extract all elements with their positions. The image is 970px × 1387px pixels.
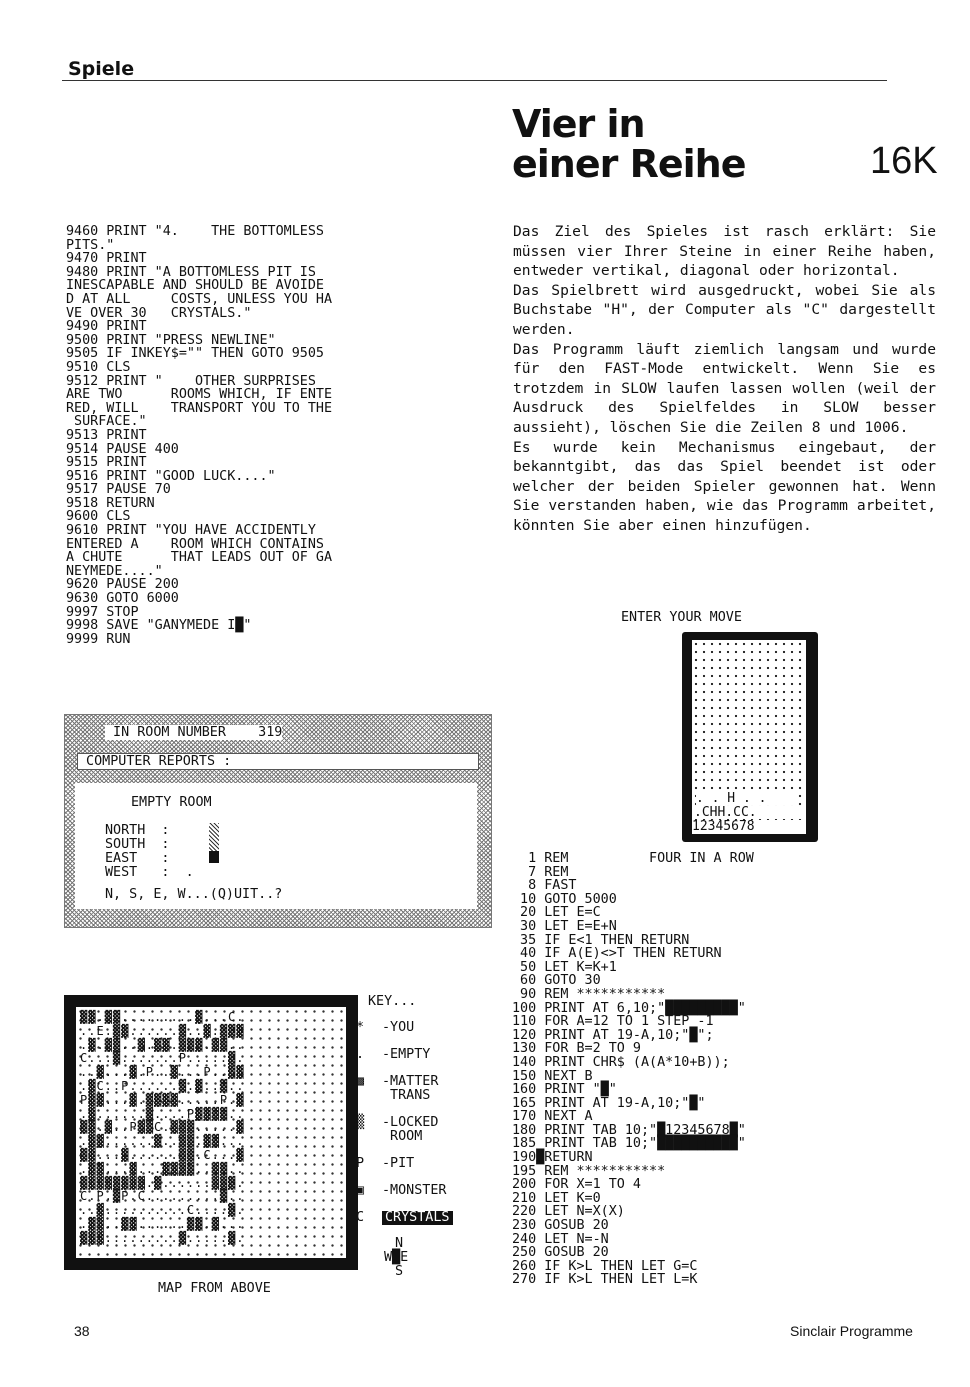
exit-east: EAST : (105, 851, 170, 866)
exit-north: NORTH : (105, 823, 170, 838)
legend-symbol: C (356, 1210, 365, 1225)
legend-title: KEY... (368, 994, 417, 1009)
publication-name: Sinclair Programme (790, 1323, 913, 1339)
exit-west: WEST : . (105, 865, 194, 880)
body-paragraph: Es wurde kein Mechanismus eingebaut, der bekanntgibt, das das Spiel beendet ist oder welcher der beiden Spieler gewonnen hat. Wenn Sie verstanden haben, wie das Programm arbeitet, könnten Sie aber einen hinzufügen. (513, 438, 936, 534)
room-header-bar (75, 725, 479, 741)
legend-label: -EMPTY (382, 1047, 431, 1062)
dungeon-map-grid (76, 1007, 346, 1258)
exit-south: SOUTH : (105, 837, 170, 852)
article-title (512, 104, 745, 184)
board-row-h: . . H . . (696, 792, 796, 805)
direction-prompt: N, S, E, W...(Q)UIT..? (105, 887, 283, 902)
compass-south: S (395, 1264, 404, 1279)
section-label: Spiele (68, 58, 135, 80)
title-line-2: einer Reihe (512, 142, 746, 186)
compass-west-east: W█E (384, 1250, 409, 1265)
map-caption: MAP FROM ABOVE (158, 1281, 271, 1296)
game-board-screen (682, 632, 818, 842)
board-row-chh: .CHH.CC. (694, 806, 804, 819)
page-number: 38 (74, 1323, 90, 1339)
compass-north: N (395, 1236, 404, 1251)
legend-label: -PIT (382, 1156, 415, 1171)
article-body (513, 222, 936, 536)
title-line-1: Vier in (512, 102, 645, 146)
room-number-line: IN ROOM NUMBER 319 (105, 725, 283, 740)
body-paragraph: Das Programm läuft ziemlich langsam und wurde für den FAST-Mode entwickelt. Wenn Sie es trotzdem in SLOW laufen lassen wollen (weil der Ausdruck des Spielfeldes in SLOW besser aussieht), löschen Sie die Zeilen 8 und 1006. (513, 340, 936, 436)
computer-reports-line: COMPUTER REPORTS : (77, 753, 479, 770)
legend-symbol: * (356, 1020, 365, 1035)
room-report-panel (75, 783, 477, 909)
legend-symbol: . (356, 1047, 365, 1062)
game-prompt: ENTER YOUR MOVE (621, 610, 742, 625)
legend-symbol: P (356, 1156, 365, 1171)
legend-symbol: ▒ (356, 1115, 365, 1130)
room-report-screen (64, 714, 492, 928)
memory-requirement: 16K (870, 140, 938, 182)
room-status: EMPTY ROOM (131, 795, 212, 810)
dungeon-map (64, 995, 358, 1270)
legend-label: -MATTER TRANS (382, 1074, 439, 1103)
legend-label: -LOCKED ROOM (382, 1115, 439, 1144)
body-paragraph: Das Ziel des Spieles ist rasch erklärt: Sie müssen vier Ihrer Steine in einer Reihe haben, entweder vertikal, diagonal oder horizontal. (513, 223, 936, 280)
exit-block-mark (209, 851, 219, 863)
header-rule (62, 80, 887, 81)
board-row-digits: 12345678 (692, 820, 806, 833)
program-listing-right: 1 REM FOUR IN A ROW 7 REM 8 FAST 10 GOTO 5000 20 LET E=C 30 LET E=E+N 35 IF E<1 THEN RETURN 40 IF A(E)<>T THEN RETURN 50 LET K=K+1 60 GOTO 30 90 REM *********** 100 PRINT AT 6,10;"█████████" 110 FOR A=12 TO 1 STEP -1 120 PRINT AT 19-A,10;"█"; 130 FOR B=2 TO 9 140 PRINT CHR$ (A(A*10+B)); 150 NEXT B 160 PRINT "█" 165 PRINT AT 19-A,10;"█" 170 NEXT A 180 PRINT TAB 10;"█12345678█" 185 PRINT TAB 10;"██████████" 190█RETURN 195 REM *********** 200 FOR X=1 TO 4 210 LET K=0 220 LET N=X(X) 230 GOSUB 20 240 LET N=-N 250 GOSUB 20 260 IF K>L THEN LET G=C 270 IF K>L THEN LET L=K (512, 851, 754, 1288)
program-listing-left: 9460 PRINT "4. THE BOTTOMLESS PITS." 9470 PRINT 9480 PRINT "A BOTTOMLESS PIT IS INESCAPABLE AND SHOULD BE AVOIDE D AT ALL COSTS, UNLESS YOU HA VE OVER 30 CRYSTALS." 9490 PRINT 9500 PRINT "PRESS NEWLINE" 9505 IF INKEY$="" THEN GOTO 9505 9510 CLS 9512 PRINT " OTHER SURPRISES ARE TWO ROOMS WHICH, IF ENTE RED, WILL TRANSPORT YOU TO THE SURFACE." 9513 PRINT 9514 PAUSE 400 9515 PRINT 9516 PRINT "GOOD LUCK...." 9517 PAUSE 70 9518 RETURN 9600 CLS 9610 PRINT "YOU HAVE ACCIDENTLY ENTERED A ROOM WHICH CONTAINS A CHUTE THAT LEADS OUT OF GA NEYMEDE...." 9620 PAUSE 200 9630 GOTO 6000 9997 STOP 9998 SAVE "GANYMEDE I█" 9999 RUN (66, 224, 333, 647)
legend-label: -YOU (382, 1020, 415, 1035)
map-legend (356, 994, 450, 1279)
legend-label: -MONSTER (382, 1183, 447, 1198)
body-paragraph: Das Spielbrett wird ausgedruckt, wobei Sie als Buchstabe "H", der Computer als "C" dargestellt werden. (513, 281, 936, 338)
legend-symbol: ▣ (356, 1183, 365, 1198)
legend-symbol: ▩ (356, 1074, 365, 1089)
legend-label: CRYSTALS (382, 1211, 453, 1225)
map-rows: ▓▓.▓▓.........▓...C. ..E.▓▓......▓..▓.▓▓▓ .▓.▓▓..▓.▓▓.▓▓▓.▓▓.. C...▓.......P.....▓. ..▓...▓.P..▓...P..▓▓ .▓C..P......▓.▓..▓.. P▓▓...▓.▓▓▓▓.....P.▓ .▓......▓....P▓▓▓▓.. ▓▓.▓..P▓▓C.▓▓▓.....▓ .▓▓......▓..▓▓.▓▓... ▓▓...▓......▓▓.C...▓ .▓▓...▓...▓▓▓▓..▓▓.. ▓▓▓▓▓▓▓▓.▓......▓▓▓. C.P.▓P.C.........▓.. ..▓..........C....▓. .▓▓..▓▓......▓▓.▓... ▓▓▓.........▓.....▓. (80, 1010, 245, 1245)
